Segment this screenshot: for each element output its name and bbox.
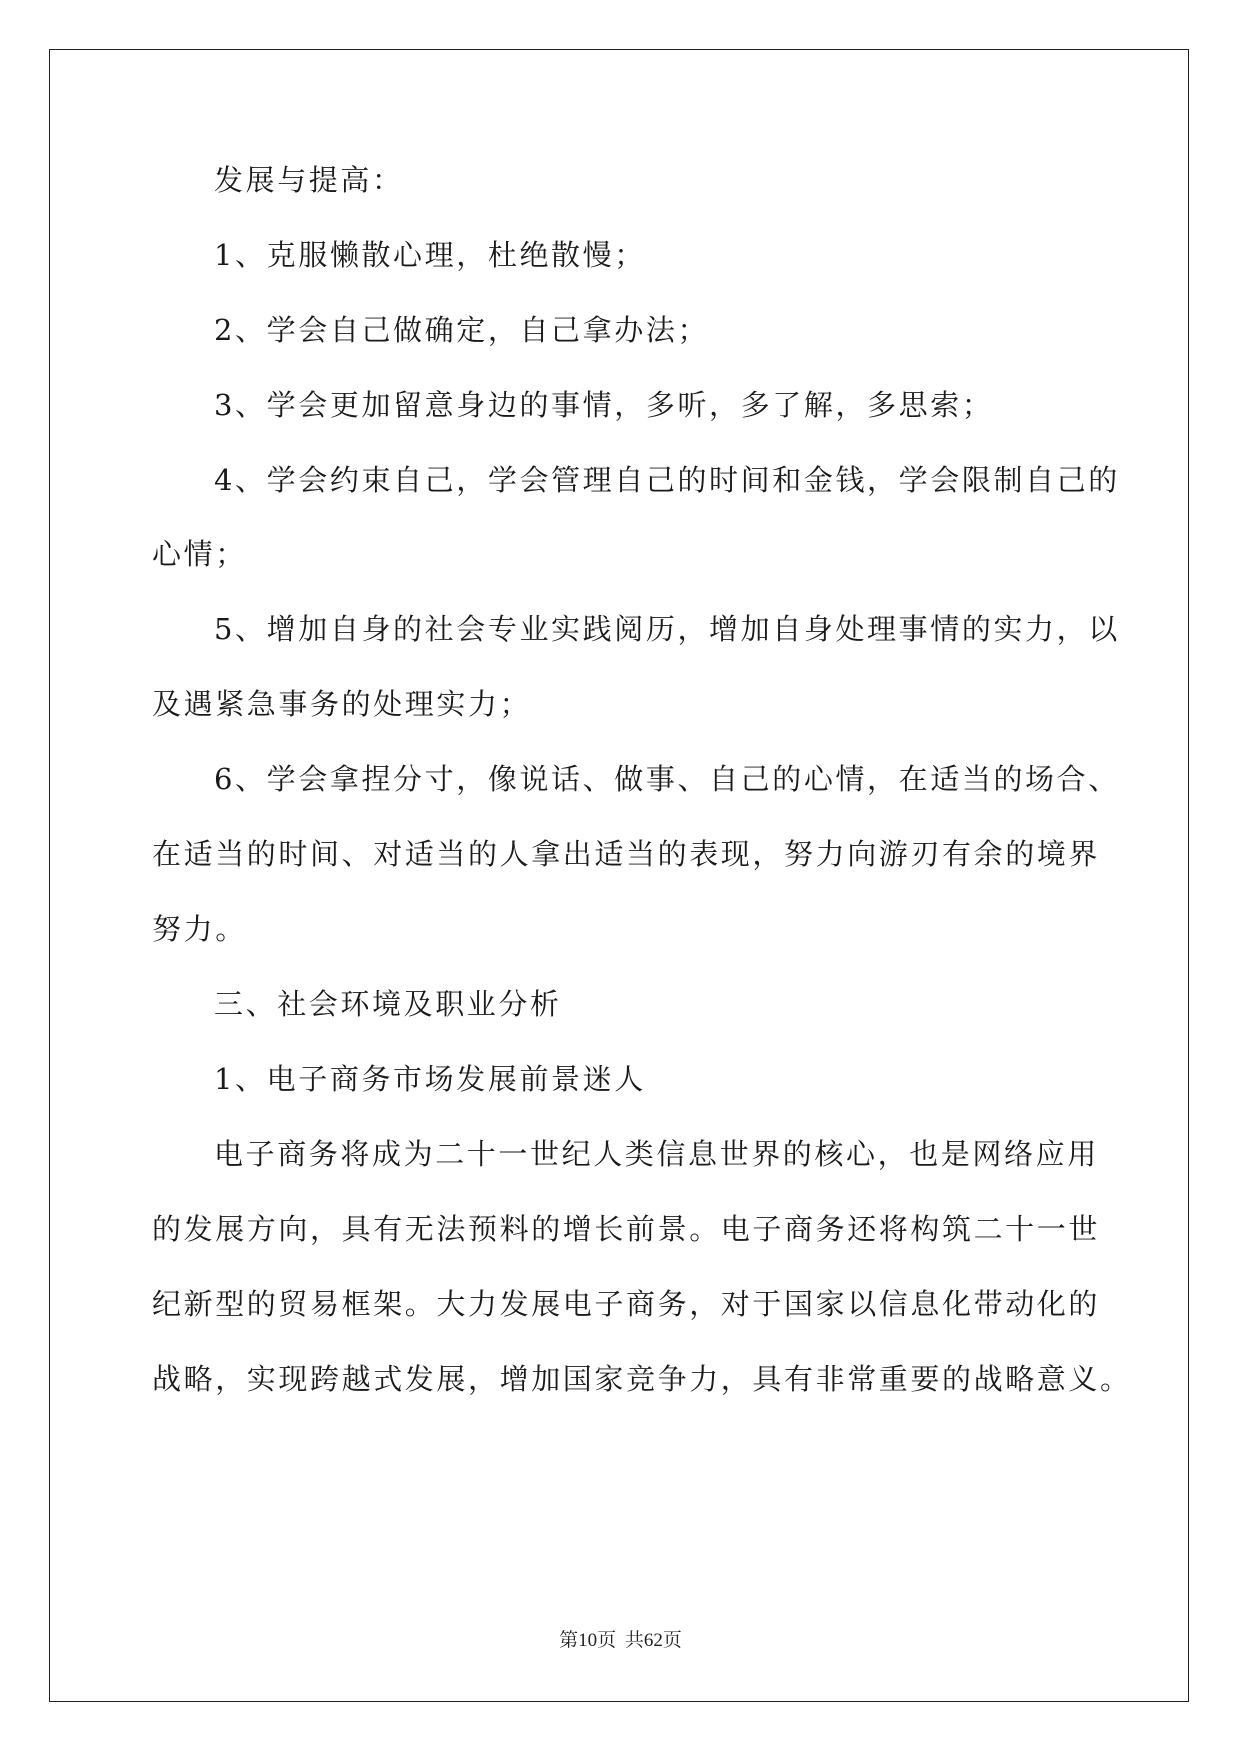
page-footer bbox=[0, 1625, 1241, 1652]
body-paragraph-line-2: 的发展方向，具有无法预料的增长前景。电子商务还将构筑二十一世 bbox=[152, 1212, 1101, 1246]
list-item-5-line-1: 5、增加自身的社会专业实践阅历，增加自身处理事情的实力，以 bbox=[214, 612, 1120, 646]
body-paragraph-line-1: 电子商务将成为二十一世纪人类信息世界的核心，也是网络应用 bbox=[214, 1137, 1099, 1171]
body-paragraph-line-4: 战略，实现跨越式发展，增加国家竞争力，具有非常重要的战略意义。 bbox=[152, 1362, 1132, 1396]
page-total: 共62页 bbox=[624, 1630, 682, 1651]
page-border bbox=[49, 49, 1189, 1702]
subsection-heading-1: 1、电子商务市场发展前景迷人 bbox=[214, 1062, 646, 1096]
list-item-4-line-2: 心情； bbox=[152, 537, 247, 571]
list-item-5-line-2: 及遇紧急事务的处理实力； bbox=[152, 687, 532, 721]
page-number: 第10页 bbox=[559, 1630, 617, 1651]
section-heading-3: 三、社会环境及职业分析 bbox=[214, 987, 562, 1021]
list-item-6-line-2: 在适当的时间、对适当的人拿出适当的表现，努力向游刃有余的境界 bbox=[152, 837, 1101, 871]
list-item-4-line-1: 4、学会约束自己，学会管理自己的时间和金钱，学会限制自己的 bbox=[214, 463, 1120, 497]
list-item-2: 2、学会自己做确定，自己拿办法； bbox=[214, 313, 710, 347]
paragraph-heading-development: 发展与提高： bbox=[214, 163, 404, 197]
list-item-6-line-3: 努力。 bbox=[152, 912, 247, 946]
list-item-6-line-1: 6、学会拿捏分寸，像说话、做事、自己的心情，在适当的场合、 bbox=[214, 762, 1120, 796]
list-item-1: 1、克服懒散心理，杜绝散慢； bbox=[214, 238, 646, 272]
list-item-3: 3、学会更加留意身边的事情，多听，多了解，多思索； bbox=[214, 388, 994, 422]
body-paragraph-line-3: 纪新型的贸易框架。大力发展电子商务，对于国家以信息化带动化的 bbox=[152, 1287, 1101, 1321]
